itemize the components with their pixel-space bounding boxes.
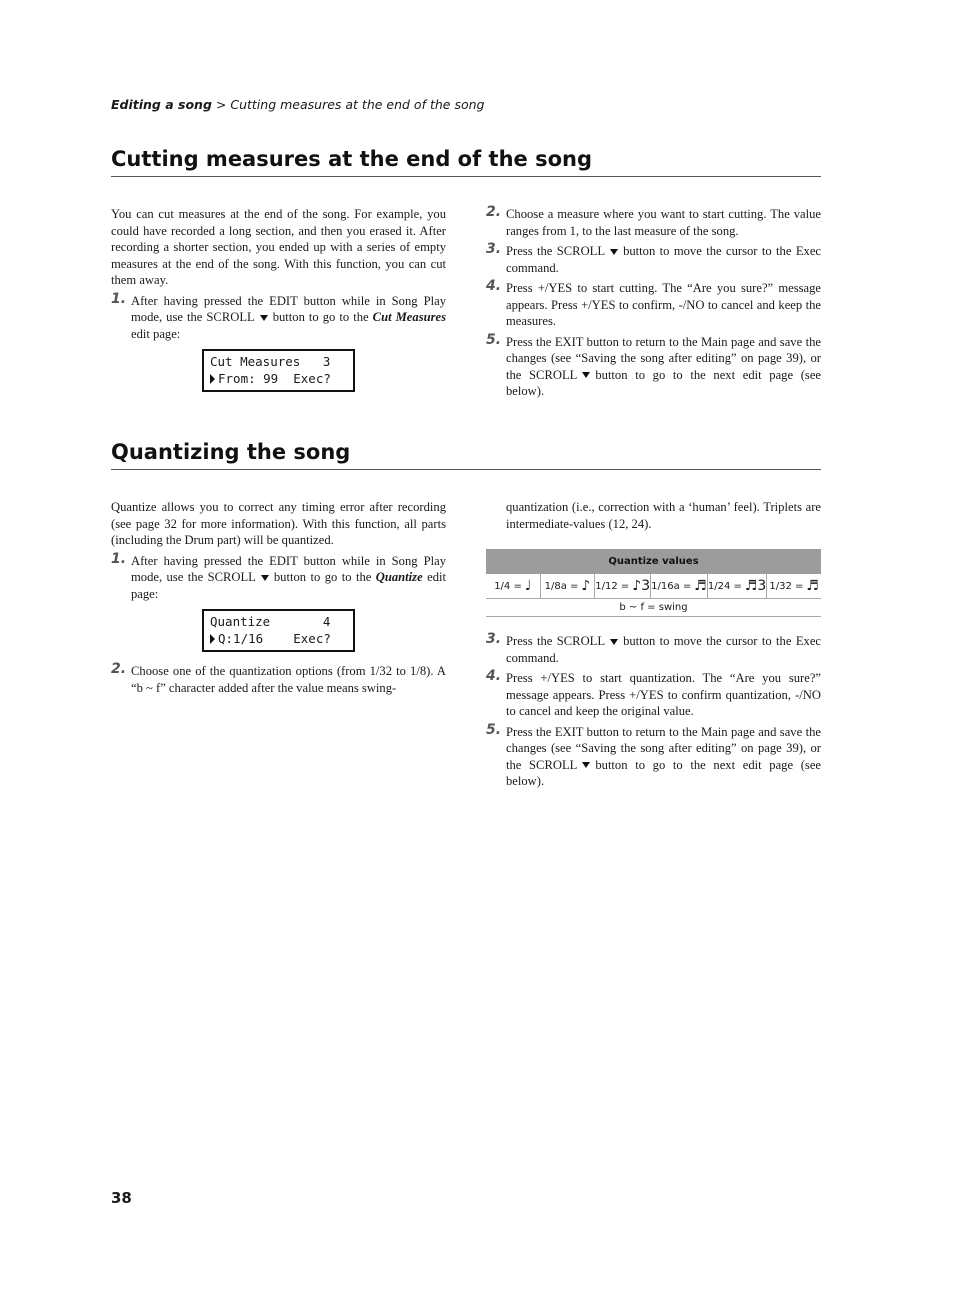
table-cell <box>541 574 596 598</box>
step-number: 2. <box>111 661 127 677</box>
lcd-line-1: Quantize 4 <box>210 614 331 629</box>
quantize-intro: Quantize allows you to correct any timing error after recording (see page 32 for more information). With this function, all parts (including the Drum part) will be quantized. <box>111 500 446 547</box>
step-text: button to go to the next edit page (see below). <box>506 367 821 398</box>
lcd-line-1: Cut Measures 3 <box>210 354 331 369</box>
breadcrumb-section: Editing a song <box>111 97 212 112</box>
step-text: Press the SCROLL <box>506 244 606 258</box>
breadcrumb-separator: > <box>215 97 227 112</box>
table-row <box>486 574 821 599</box>
sixteenth-note-icon: ♬ <box>694 578 707 594</box>
cut-right-column <box>486 206 821 404</box>
quantize-values-table <box>486 549 821 617</box>
step-number: 1. <box>111 550 127 567</box>
cut-left-column <box>111 206 446 346</box>
section-title-cut-measures: Cutting measures at the end of the song <box>111 146 821 177</box>
breadcrumb-page: Cutting measures at the end of the song <box>230 97 485 112</box>
step-number: 4. <box>486 278 502 294</box>
cut-step-2 <box>486 206 821 239</box>
step-text: button to move the cursor to the Exec command. <box>506 634 821 665</box>
page-name: Cut Measures <box>372 310 446 324</box>
step-text: Press +/YES to start quantization. The “Are you sure?” message appears. Press +/YES to confirm quantization, -/NO to cancel and keep the original value. <box>506 671 821 718</box>
lcd-line-2: From: 99 Exec? <box>218 371 331 386</box>
scroll-down-icon <box>610 639 618 645</box>
step-number: 5. <box>486 331 502 348</box>
step-number: 5. <box>486 721 502 738</box>
lcd-cut-measures <box>202 349 355 392</box>
quantize-left-column <box>111 499 446 606</box>
table-footer: b ~ f = swing <box>486 599 821 617</box>
cut-intro: You can cut measures at the end of the song. For example, you could have recorded a long section, and then you erased it. After recording a shorter section, you ended up with a series of empty measures at the end of the song. With this function, you can cut them away. <box>111 207 446 287</box>
step-text: quantization (i.e., correction with a ‘human’ feel). Triplets are intermediate-values (12, 24). <box>506 500 821 531</box>
cell-label: 1/32 = <box>769 580 804 592</box>
step-number: 2. <box>486 204 502 220</box>
scroll-down-icon <box>260 315 268 321</box>
step-number: 3. <box>486 241 502 257</box>
step-text: Choose one of the quantization options (from 1/32 to 1/8). A “b ~ f” character added after the value means swing- <box>131 664 446 695</box>
cut-step-3 <box>486 243 821 276</box>
cell-label: 1/12 = <box>595 580 630 592</box>
step-text: button to go to the next edit page (see below). <box>506 757 821 788</box>
step-text: Press the EXIT button to return to the Main page and save the changes (see “Saving the song after editing” on page 39), or the SCROLL <box>506 724 821 772</box>
lcd-line-2: Q:1/16 Exec? <box>218 631 331 646</box>
quantize-step-2-continued <box>486 499 821 532</box>
step-text: Press the EXIT button to return to the Main page and save the changes (see “Saving the song after editing” on page 39), or the SCROLL <box>506 334 821 382</box>
cell-label: 1/16a = <box>651 580 692 592</box>
quantize-right-column <box>486 499 821 536</box>
step-text: After having pressed the EDIT button while in Song Play mode, use the SCROLL <box>131 553 446 584</box>
step-text: edit page: <box>131 326 181 341</box>
step-number: 4. <box>486 668 502 684</box>
quantize-step-5 <box>486 721 821 790</box>
table-cell <box>486 574 541 598</box>
quarter-note-icon: ♩ <box>524 578 532 594</box>
quantize-step-4 <box>486 670 821 720</box>
table-cell <box>708 574 767 598</box>
scroll-down-icon <box>261 575 269 581</box>
cell-label: 1/24 = <box>707 580 742 592</box>
quantize-right-column-2 <box>486 633 821 794</box>
page-number: 38 <box>111 1189 132 1207</box>
table-cell <box>595 574 651 598</box>
cell-label: 1/4 = <box>494 580 522 592</box>
step-text: button to go to the <box>272 310 369 324</box>
table-header: Quantize values <box>486 549 821 574</box>
quantize-step-1 <box>111 550 446 603</box>
scroll-down-icon <box>582 372 590 378</box>
cut-step-5 <box>486 331 821 400</box>
table-cell <box>651 574 708 598</box>
step-number: 3. <box>486 631 502 647</box>
quantize-left-column-2 <box>111 663 446 700</box>
eighth-triplet-icon: ♪3 <box>632 578 651 594</box>
section-title-quantize: Quantizing the song <box>111 439 821 470</box>
cut-step-1 <box>111 290 446 343</box>
cell-label: 1/8a = <box>544 580 579 592</box>
quantize-step-2 <box>111 663 446 696</box>
step-text: button to move the cursor to the Exec command. <box>506 244 821 275</box>
breadcrumb <box>111 97 484 112</box>
step-text: Press +/YES to start cutting. The “Are you sure?” message appears. Press +/YES to confirm, -/NO to cancel and keep the measures. <box>506 281 821 328</box>
cursor-arrow-icon <box>210 374 215 384</box>
scroll-down-icon <box>610 249 618 255</box>
step-text: After having pressed the EDIT button while in Song Play mode, use the SCROLL <box>131 293 446 324</box>
step-text: Press the SCROLL <box>506 634 606 648</box>
table-cell <box>767 574 821 598</box>
thirty-second-note-icon: ♬ <box>806 578 819 594</box>
step-text: button to go to the <box>273 570 372 584</box>
page-name: Quantize <box>375 570 423 584</box>
lcd-quantize <box>202 609 355 652</box>
scroll-down-icon <box>582 762 590 768</box>
eighth-note-icon: ♪ <box>581 578 591 594</box>
cut-step-4 <box>486 280 821 330</box>
step-number: 1. <box>111 290 127 307</box>
sixteenth-triplet-icon: ♬3 <box>744 578 767 594</box>
step-text: Choose a measure where you want to start cutting. The value ranges from 1, to the last measure of the song. <box>506 207 821 238</box>
cursor-arrow-icon <box>210 634 215 644</box>
quantize-step-3 <box>486 633 821 666</box>
step-text: edit page: <box>131 570 446 601</box>
